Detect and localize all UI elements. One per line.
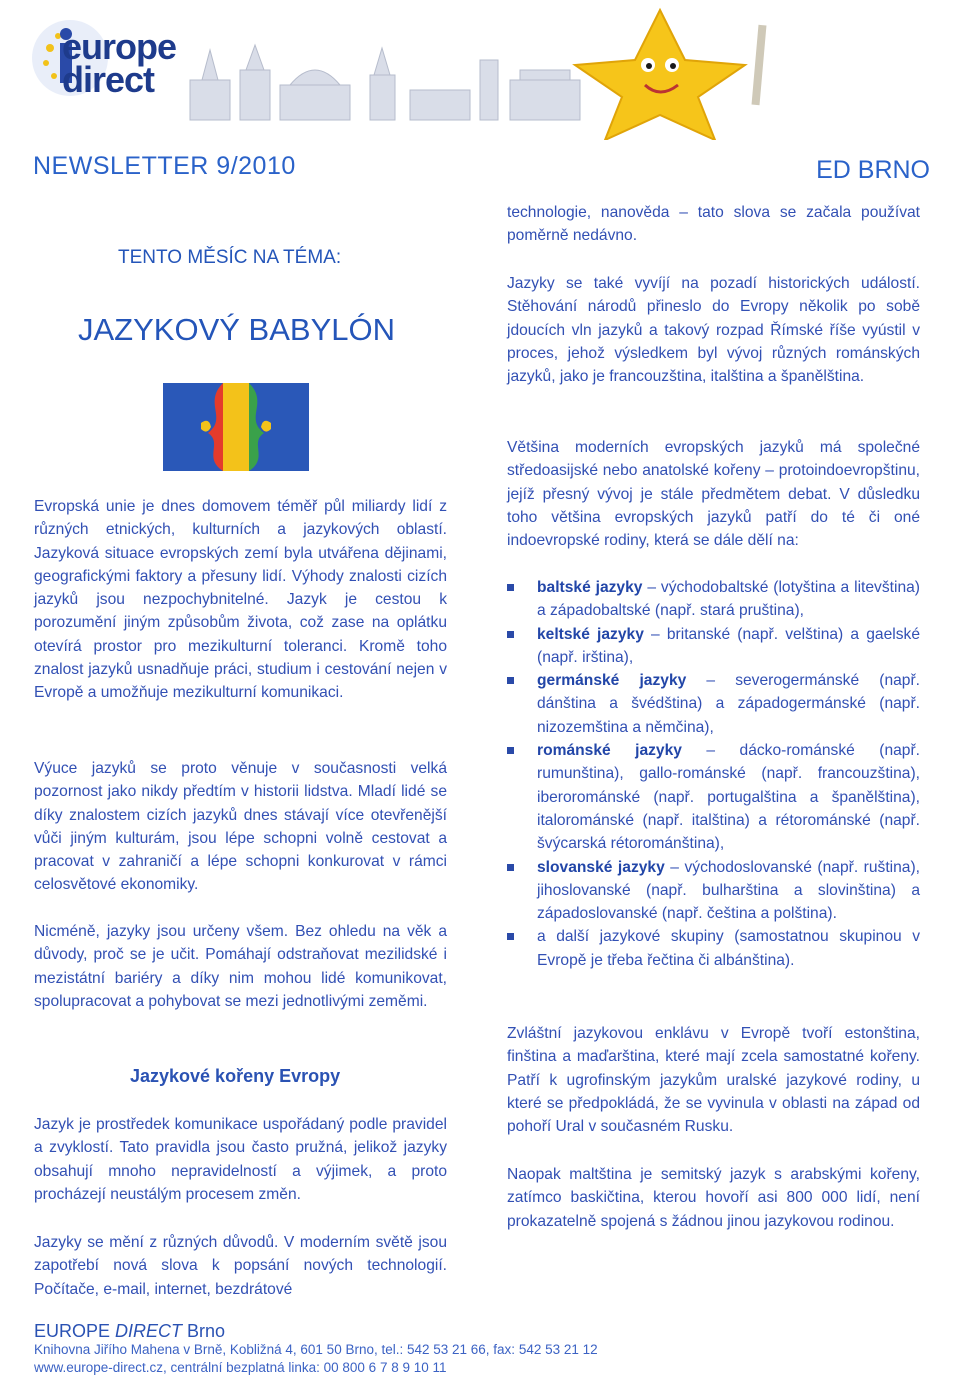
list-item: a další jazykové skupiny (samostatnou skupinou v Evropě je třeba řečtina či albánština). — [507, 925, 920, 972]
page-title: JAZYKOVÝ BABYLÓN — [78, 312, 395, 347]
left-paragraph-4: Jazyk je prostředek komunikace uspořádaný podle pravidel a zvyklostí. Tato pravidla jsou často pružná, jelikož jazyky obsahují mnoho nepravidelností a výjimek, a proto procházejí neustálým procesem změn. — [34, 1116, 447, 1203]
left-paragraph-5: Jazyky se mění z různých důvodů. V moderním světě jsou zapotřebí nová slova k popsání nových technologií. Počítače, e-mail, internet, bezdrátové — [34, 1234, 447, 1298]
bullet-icon — [507, 631, 514, 638]
topic-label: TENTO MĚSÍC NA TÉMA: — [118, 247, 342, 268]
footer-web-link[interactable]: www.europe-direct.cz, centrální bezplatná linka: 00 800 6 7 8 9 10 11 — [34, 1360, 447, 1375]
right-paragraph-5: Naopak maltština je semitský jazyk s arabskými kořeny, zatímco baskičtina, kterou hovoří asi 800 000 lidí, není prokazatelně spojená s žádnou jinou jazykovou rodinou. — [507, 1166, 920, 1230]
right-paragraph-1: technologie, nanověda – tato slova se začala používat poměrně nedávno. — [507, 204, 920, 245]
star-mascot-icon — [560, 5, 790, 140]
list-item: keltské jazyky – britanské (např. velština) a gaelské (např. irština), — [507, 623, 920, 670]
banner — [0, 0, 960, 140]
footer-contact — [34, 1341, 598, 1377]
languages-faces-logo — [163, 383, 309, 471]
list-item: románské jazyky – dácko-románské (např. rumunština), gallo-románské (např. francouzština), iberorománské (např. portugalština a španělština), italorománské (např. italština) a rétorománské (např. švýcarská rétorománština), — [507, 739, 920, 855]
newsletter-title: NEWSLETTER 9/2010 — [33, 152, 296, 180]
language-groups-list — [507, 576, 920, 972]
bullet-icon — [507, 584, 514, 591]
right-paragraph-2: Jazyky se také vyvíjí na pozadí historických událostí. Stěhování národů přineslo do Evropy několik po sobě jdoucích vln jazyků a takový rozpad Římské říše vyústil v proces, jehož výsledkem byl vývoj různých románských jazyků, jako je francouzština, italština a španělština. — [507, 275, 920, 386]
brand-logo-text: europe direct — [62, 26, 177, 100]
list-item: germánské jazyky – severogermánské (např. dánština a švédština) a západogermánské (např. nizozemština a němčina), — [507, 669, 920, 739]
office-label: ED BRNO — [816, 156, 930, 184]
left-paragraph-1: Evropská unie je dnes domovem téměř půl miliardy lidí z různých etnických, kulturních a jazykových oblastí. Jazyková situace evropských zemí byla utvářena dějinami, geografickými faktory a přesuny lidí. Výhody znalosti cizích jazyků jsou nezpochybnitelné. Jazyk je cestou k porozumění jiným způsobům života, což zase na oplátku otevírá prostor pro mezikulturní toleranci. Kromě toho znalost jazyků usnadňuje práci, studium i cestování nejen v Evropě a umožňuje mezikulturní komunikaci. — [34, 498, 447, 702]
right-paragraph-3: Většina moderních evropských jazyků má společné středoasijské nebo anatolské kořeny – protoindoevropštinu, jejíž přesný vývoj je stále předmětem debat. V důsledku toho většina evropských jazyků patří do té či oné indoevropské rodiny, která se dále dělí na: — [507, 439, 920, 550]
left-paragraph-2: Výuce jazyků se proto věnuje v současnosti velká pozornost jako nikdy předtím v historii lidstva. Mladí lidé se díky znalostem cizích jazyků dnes stávají více otevřenější vůči jiným kulturám, jsou lépe schopni volně cestovat a pracovat v zahraničí a lépe schopni konkurovat v rámci celosvětové ekonomiky. — [34, 760, 447, 894]
left-paragraph-3: Nicméně, jazyky jsou určeny všem. Bez ohledu na věk a důvody, proč se je učit. Pomáhají odstraňovat mezilidské i mezistátní bariéry a díky nim mohou lidé komunikovat, spolupracovat a pohybovat se mezi jednotlivými zeměmi. — [34, 923, 447, 1010]
section-heading: Jazykové kořeny Evropy — [130, 1066, 341, 1086]
right-paragraph-4: Zvláštní jazykovou enklávu v Evropě tvoří estonština, finština a maďarština, které mají zcela samostatné kořeny. Patří k ugrofinským jazykům uralské jazykové rodiny, u které se předpokládá, že se vyvinula v oblasti na západ od pohoří Ural v současném Rusku. — [507, 1025, 920, 1136]
bullet-icon — [507, 677, 514, 684]
list-item: baltské jazyky – východobaltské (lotyština a litevština) a západobaltské (např. stará pruština), — [507, 576, 920, 623]
bullet-icon — [507, 864, 514, 871]
skyline-illustration — [180, 40, 600, 130]
bullet-icon — [507, 747, 514, 754]
bullet-icon — [507, 933, 514, 940]
list-item: slovanské jazyky – východoslovanské (např. ruština), jihoslovanské (např. bulharština a slovinština) a západoslovanské (např. čeština a polština). — [507, 856, 920, 926]
footer-address: Knihovna Jiřího Mahena v Brně, Kobližná 4, 601 50 Brno, tel.: 542 53 21 66, fax: 542 53 21 12 — [34, 1342, 598, 1357]
footer-org-name: EUROPE DIRECT Brno — [34, 1321, 226, 1341]
